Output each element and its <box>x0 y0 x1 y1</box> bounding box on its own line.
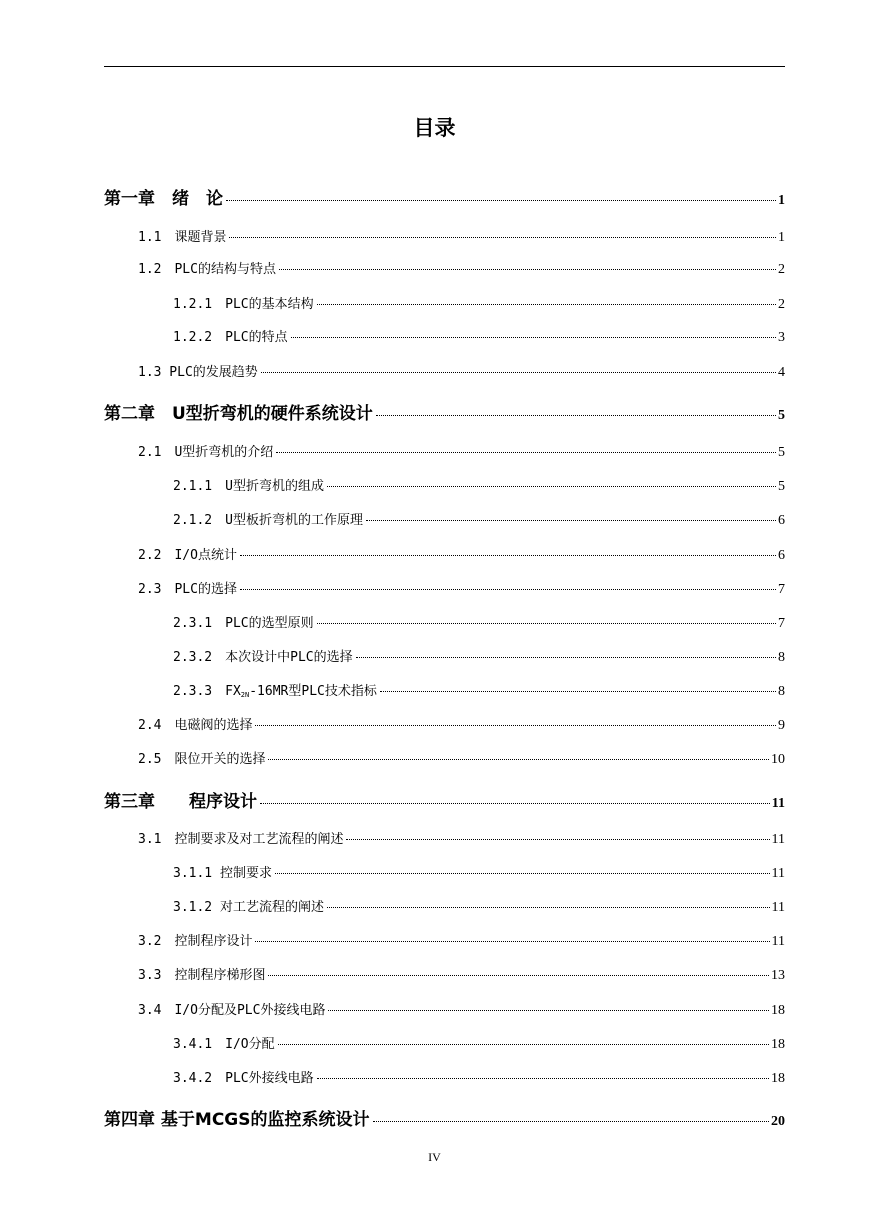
toc-label: 1.1 课题背景 <box>138 230 227 245</box>
toc-page: 20 <box>771 1114 785 1129</box>
toc-label: 3.4 I/O分配及PLC外接线电路 <box>138 1003 326 1018</box>
toc-section-2-3[interactable] <box>138 578 785 598</box>
dot-leader <box>255 725 776 726</box>
toc-section-3-4-1[interactable] <box>173 1033 785 1053</box>
toc-label: 第一章 绪 论 <box>104 189 223 209</box>
toc-page: 8 <box>778 684 785 699</box>
dot-leader <box>278 1044 769 1045</box>
dot-leader <box>327 486 776 487</box>
toc-section-2-3-3[interactable] <box>173 680 785 700</box>
dot-leader <box>291 337 776 338</box>
toc-section-1-2-2[interactable] <box>173 326 785 346</box>
page-title: 目录 <box>413 116 456 140</box>
toc-section-3-4-2[interactable] <box>173 1067 785 1087</box>
dot-leader <box>356 657 776 658</box>
toc-label-subscript: 2N <box>240 691 250 699</box>
toc-label: 2.4 电磁阀的选择 <box>138 718 253 733</box>
toc-page: 7 <box>778 616 785 631</box>
toc-page: 11 <box>771 900 785 915</box>
dot-leader <box>261 372 776 373</box>
toc-page: 13 <box>771 968 785 983</box>
toc-chapter-2[interactable] <box>104 399 785 424</box>
dot-leader <box>268 975 769 976</box>
toc-label: 1.2.2 PLC的特点 <box>173 330 288 345</box>
dot-leader <box>226 200 776 201</box>
toc-page: 5 <box>778 408 785 423</box>
toc-label: 1.2 PLC的结构与特点 <box>138 262 276 277</box>
toc-page: 5 <box>778 445 785 460</box>
toc-chapter-3[interactable] <box>104 787 785 812</box>
toc-page: 11 <box>771 796 785 811</box>
toc-page: 11 <box>771 866 785 881</box>
toc-page: 1 <box>778 193 785 208</box>
toc-page: 10 <box>771 752 785 767</box>
dot-leader <box>366 520 776 521</box>
toc-label: 3.1.2 对工艺流程的阐述 <box>173 900 324 915</box>
toc-page: 8 <box>778 650 785 665</box>
toc-page: 4 <box>778 365 785 380</box>
toc-label: 1.3 PLC的发展趋势 <box>138 365 258 380</box>
toc-section-2-1-1[interactable] <box>173 475 785 495</box>
toc-section-3-2[interactable] <box>138 930 785 950</box>
dot-leader <box>327 907 770 908</box>
toc-label: 第二章 U型折弯机的硬件系统设计 <box>104 404 373 424</box>
toc-label: 2.3 PLC的选择 <box>138 582 237 597</box>
toc-section-2-4[interactable] <box>138 714 785 734</box>
toc-section-3-1[interactable] <box>138 828 785 848</box>
toc-page: 3 <box>778 330 785 345</box>
toc-section-2-1[interactable] <box>138 441 785 461</box>
toc-page: 2 <box>778 262 785 277</box>
toc-label: 3.1 控制要求及对工艺流程的阐述 <box>138 832 344 847</box>
toc-section-2-1-2[interactable] <box>173 509 785 529</box>
dot-leader <box>240 555 776 556</box>
dot-leader <box>328 1010 769 1011</box>
toc-section-3-4[interactable] <box>138 999 785 1019</box>
dot-leader <box>260 803 770 804</box>
toc-label: 3.3 控制程序梯形图 <box>138 968 266 983</box>
toc-section-3-1-2[interactable] <box>173 896 785 916</box>
toc-label: 3.1.1 控制要求 <box>173 866 272 881</box>
toc-chapter-1[interactable] <box>104 184 785 209</box>
toc-label: 1.2.1 PLC的基本结构 <box>173 297 314 312</box>
toc-page: 18 <box>771 1037 785 1052</box>
dot-leader <box>276 452 776 453</box>
dot-leader <box>255 941 769 942</box>
toc-label: 2.1.2 U型板折弯机的工作原理 <box>173 513 363 528</box>
toc-label: 2.2 I/O点统计 <box>138 548 237 563</box>
dot-leader <box>317 1078 769 1079</box>
dot-leader <box>346 839 769 840</box>
toc-label: 2.3.2 本次设计中PLC的选择 <box>173 650 353 665</box>
toc-page: 9 <box>778 718 785 733</box>
toc-chapter-4[interactable] <box>104 1105 785 1130</box>
toc-label: 2.5 限位开关的选择 <box>138 752 266 767</box>
toc-page: 11 <box>771 832 785 847</box>
toc-page: 6 <box>778 548 785 563</box>
toc-page: 1 <box>778 230 785 245</box>
dot-leader <box>317 304 776 305</box>
toc-label <box>173 680 378 699</box>
dot-leader <box>376 415 776 416</box>
toc-page: 5 <box>778 479 785 494</box>
toc-page: 11 <box>771 934 785 949</box>
toc-section-2-3-1[interactable] <box>173 612 785 632</box>
toc-label-suffix: -16MR型PLC技术指标 <box>249 684 377 699</box>
dot-leader <box>373 1121 769 1122</box>
toc-label: 3.4.1 I/O分配 <box>173 1037 275 1052</box>
toc-section-3-1-1[interactable] <box>173 862 785 882</box>
toc-page: 7 <box>778 582 785 597</box>
toc-section-1-1[interactable] <box>138 226 785 246</box>
toc-label: 2.1 U型折弯机的介绍 <box>138 445 274 460</box>
dot-leader <box>317 623 776 624</box>
dot-leader <box>275 873 770 874</box>
toc-page: 18 <box>771 1003 785 1018</box>
toc-label-prefix: 2.3.3 FX <box>173 684 241 699</box>
dot-leader <box>279 269 776 270</box>
dot-leader <box>380 691 776 692</box>
toc-section-1-2-1[interactable] <box>173 293 785 313</box>
toc-label: 第三章 程序设计 <box>104 792 257 812</box>
toc-section-2-2[interactable] <box>138 544 785 564</box>
toc-page: 2 <box>778 297 785 312</box>
toc-section-2-3-2[interactable] <box>173 646 785 666</box>
toc-label: 第四章 基于MCGS的监控系统设计 <box>104 1110 370 1130</box>
toc-page: 18 <box>771 1071 785 1086</box>
dot-leader <box>240 589 776 590</box>
toc-section-2-5[interactable] <box>138 748 785 768</box>
toc-section-1-3[interactable] <box>138 361 785 381</box>
toc-label: 3.4.2 PLC外接线电路 <box>173 1071 314 1086</box>
toc-section-1-2[interactable] <box>138 258 785 278</box>
toc-label: 2.1.1 U型折弯机的组成 <box>173 479 324 494</box>
page-number: IV <box>428 1150 441 1164</box>
toc-page: 6 <box>778 513 785 528</box>
dot-leader <box>268 759 769 760</box>
toc-section-3-3[interactable] <box>138 964 785 984</box>
toc-label: 2.3.1 PLC的选型原则 <box>173 616 314 631</box>
toc-label: 3.2 控制程序设计 <box>138 934 253 949</box>
dot-leader <box>229 237 776 238</box>
